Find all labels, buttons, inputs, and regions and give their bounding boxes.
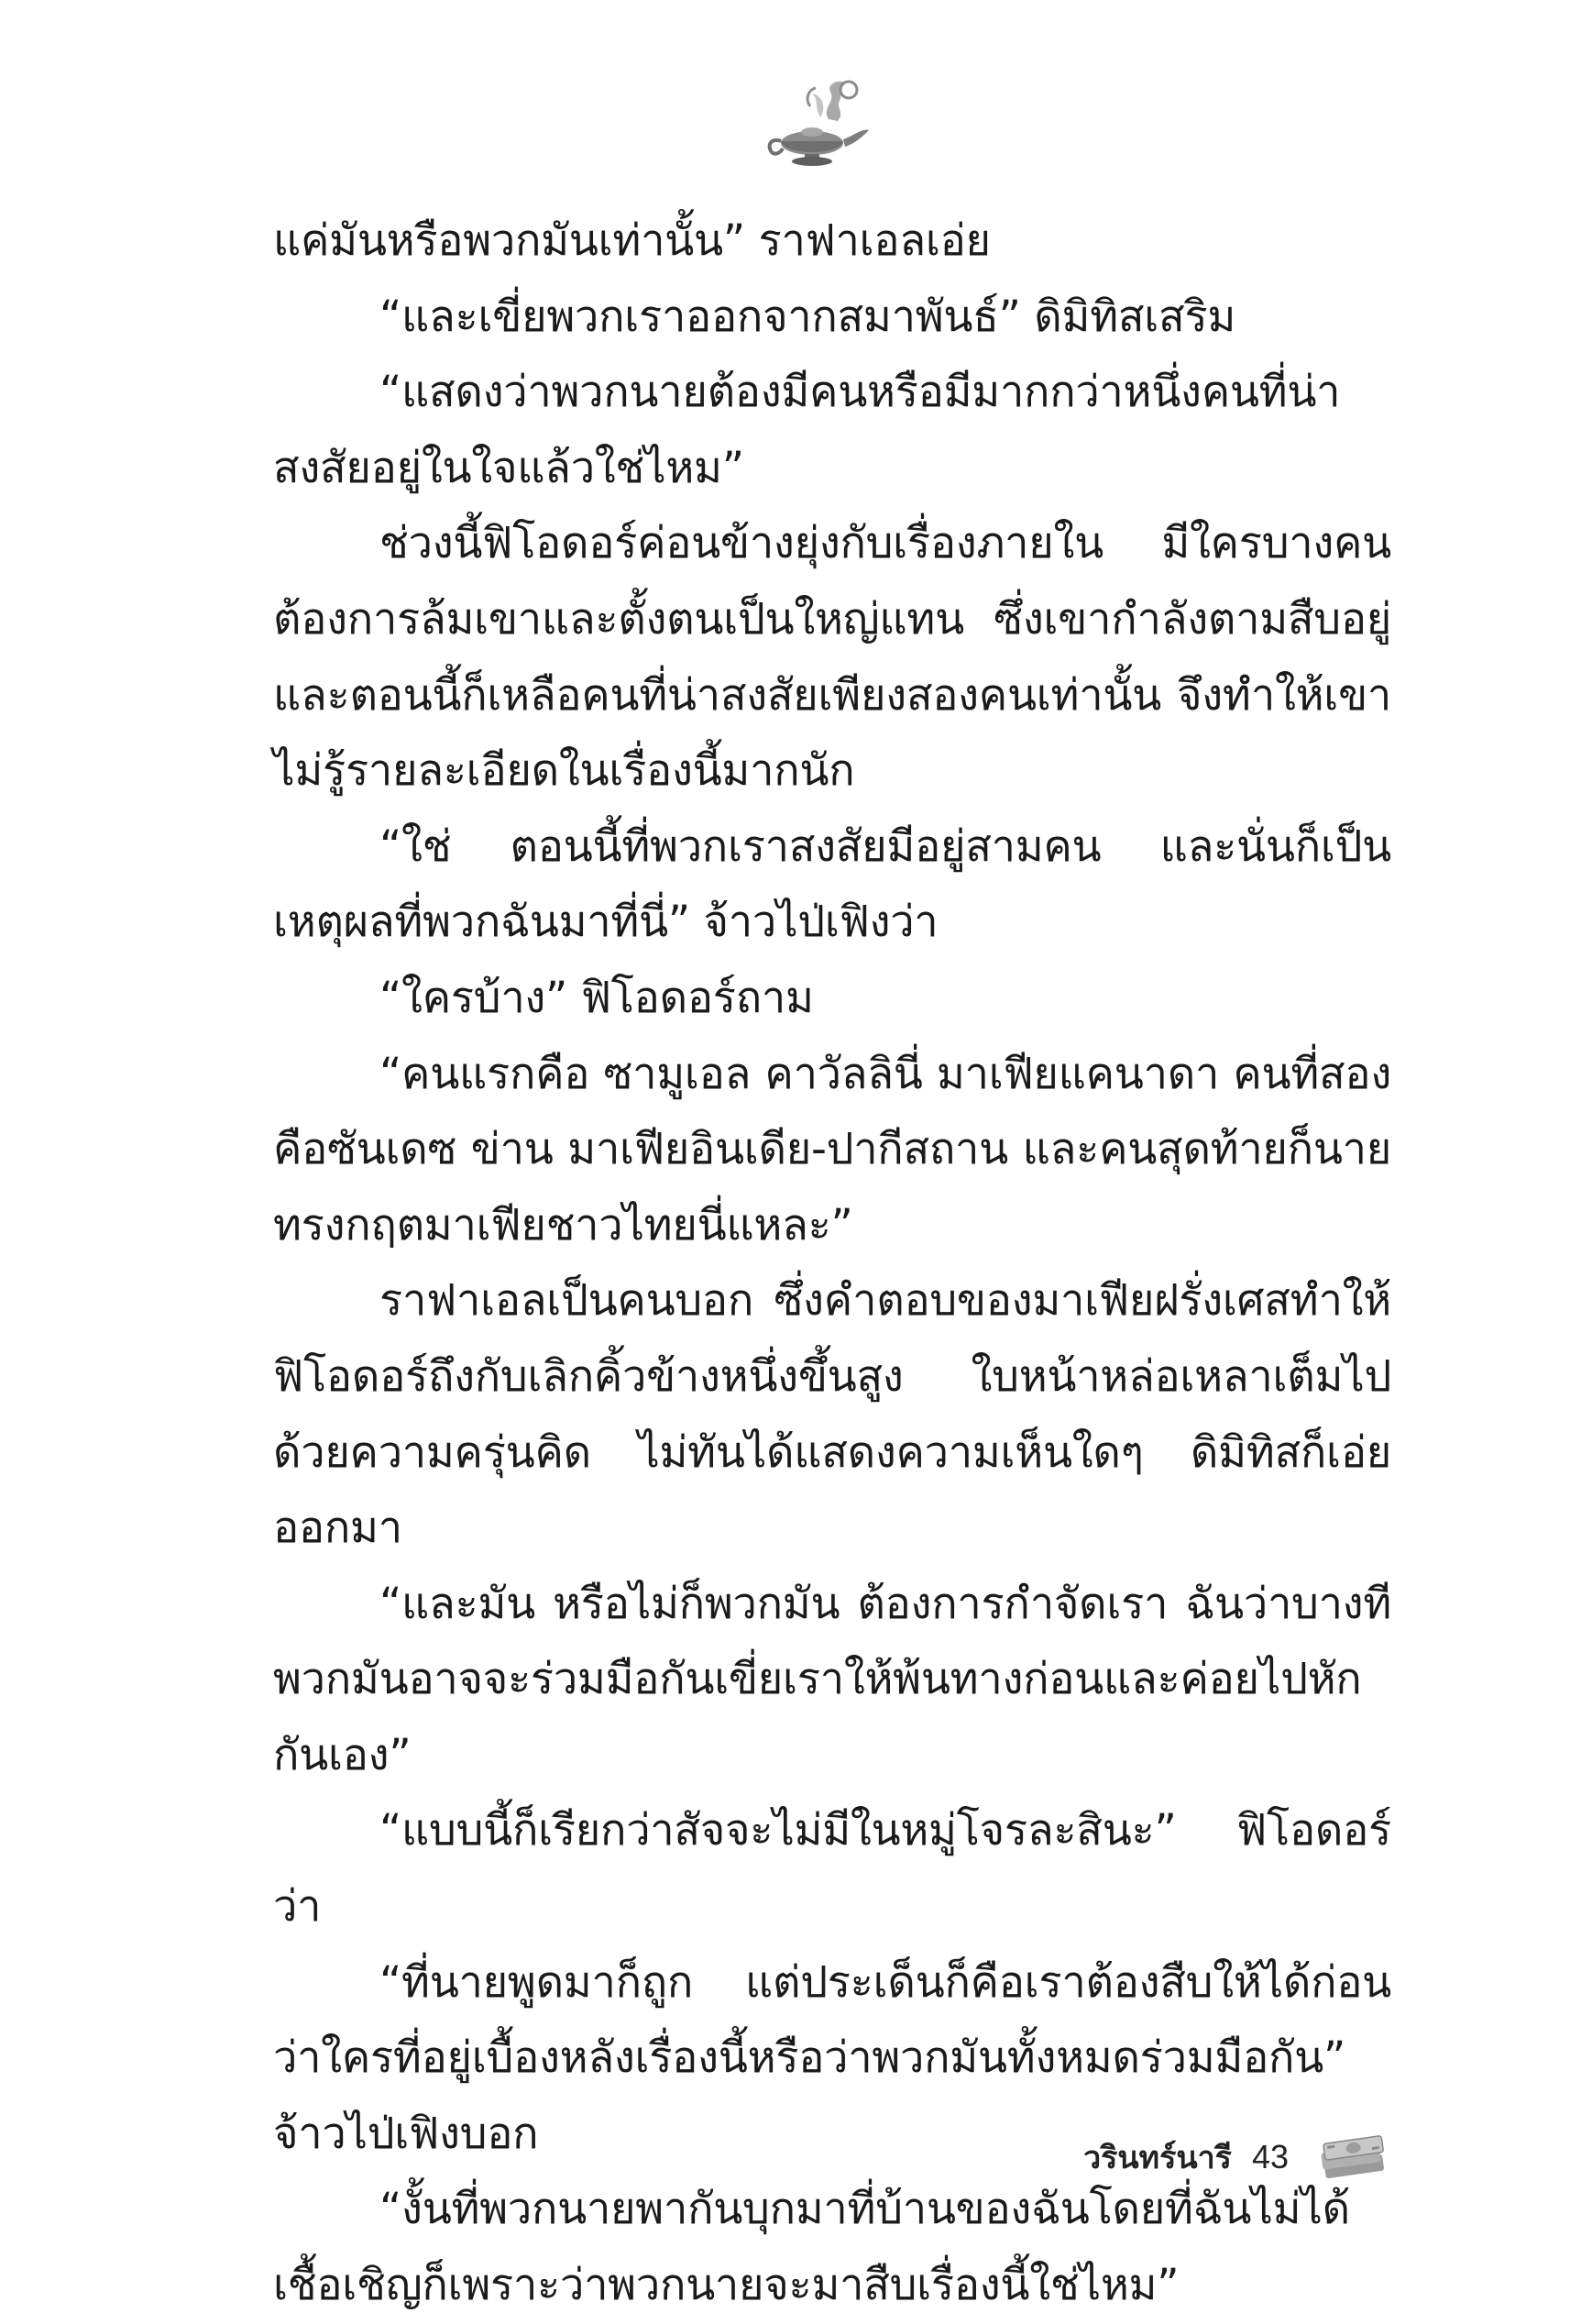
paragraph: “และมัน หรือไม่ก็พวกมัน ต้องการกำจัดเรา ฉันว่าบางทีพวกมันอาจจะร่วมมือกันเขี่ยเราให้พ้นทางก่อนและค่อยไปหักกันเอง” bbox=[273, 1578, 1391, 1780]
book-title: วรินทร์นารี bbox=[1083, 2140, 1232, 2176]
paragraph: ราฟาเอลเป็นคนบอก ซึ่งคำตอบของมาเฟียฝรั่งเศสทำให้ฟิโอดอร์ถึงกับเลิกคิ้วข้างหนึ่งขึ้นสูง ใบหน้าหล่อเหลาเต็มไปด้วยความครุ่นคิด ไม่ทันได้แสดงความเห็นใดๆ ดิมิทิสก็เอ่ยออกมา bbox=[273, 1275, 1391, 1554]
paragraph: “ใช่ ตอนนี้ที่พวกเราสงสัยมีอยู่สามคน และนั่นก็เป็นเหตุผลที่พวกฉันมาที่นี่” จ้าวไป่เฟิงว่า bbox=[273, 821, 1391, 948]
money-stack-icon bbox=[1314, 2131, 1393, 2184]
paragraph: “ใครบ้าง” ฟิโอดอร์ถาม bbox=[379, 972, 814, 1023]
paragraph: “งั้นที่พวกนายพากันบุกมาที่บ้านของฉันโดยที่ฉันไม่ได้เชื้อเชิญก็เพราะว่าพวกนายจะมาสืบเรื่องนี้ใช่ไหม” bbox=[273, 2184, 1350, 2311]
paragraph: “แบบนี้ก็เรียกว่าสัจจะไม่มีในหมู่โจรละสินะ” ฟิโอดอร์ว่า bbox=[273, 1805, 1391, 1933]
genie-lamp-icon bbox=[757, 72, 876, 172]
paragraph: ช่วงนี้ฟิโอดอร์ค่อนข้างยุ่งกับเรื่องภายใน มีใครบางคนต้องการล้มเขาและตั้งตนเป็นใหญ่แทน ซึ่งเขากำลังตามสืบอยู่และตอนนี้ก็เหลือคนที่น่าสงสัยเพียงสองคนเท่านั้น จึงทำให้เขาไม่รู้รายละเอียดในเรื่องนี้มากนัก bbox=[273, 518, 1391, 797]
page-number: 43 bbox=[1251, 2138, 1289, 2175]
paragraph: “และเขี่ยพวกเราออกจากสมาพันธ์” ดิมิทิสเสริม bbox=[379, 291, 1236, 342]
paragraph: “แสดงว่าพวกนายต้องมีคนหรือมีมากกว่าหนึ่งคนที่น่าสงสัยอยู่ในใจแล้วใช่ไหม” bbox=[273, 367, 1341, 493]
page-footer bbox=[1045, 2125, 1393, 2189]
paragraph: “คนแรกคือ ซามูเอล คาวัลลินี่ มาเฟียแคนาดา คนที่สองคือซันเดซ ข่าน มาเฟียอินเดีย-ปากีสถาน และคนสุดท้ายก็นายทรงกฤตมาเฟียชาวไทยนี่แหละ” bbox=[273, 1048, 1391, 1250]
chapter-body-text bbox=[273, 204, 1391, 2324]
paragraph: แค่มันหรือพวกมันเท่านั้น” ราฟาเอลเอ่ย bbox=[273, 215, 991, 266]
paragraph: “ที่นายพูดมาก็ถูก แต่ประเด็นก็คือเราต้องสืบให้ได้ก่อนว่าใครที่อยู่เบื้องหลังเรื่องนี้หรือว่าพวกมันทั้งหมดร่วมมือกัน” จ้าวไป่เฟิงบอก bbox=[273, 1956, 1391, 2159]
